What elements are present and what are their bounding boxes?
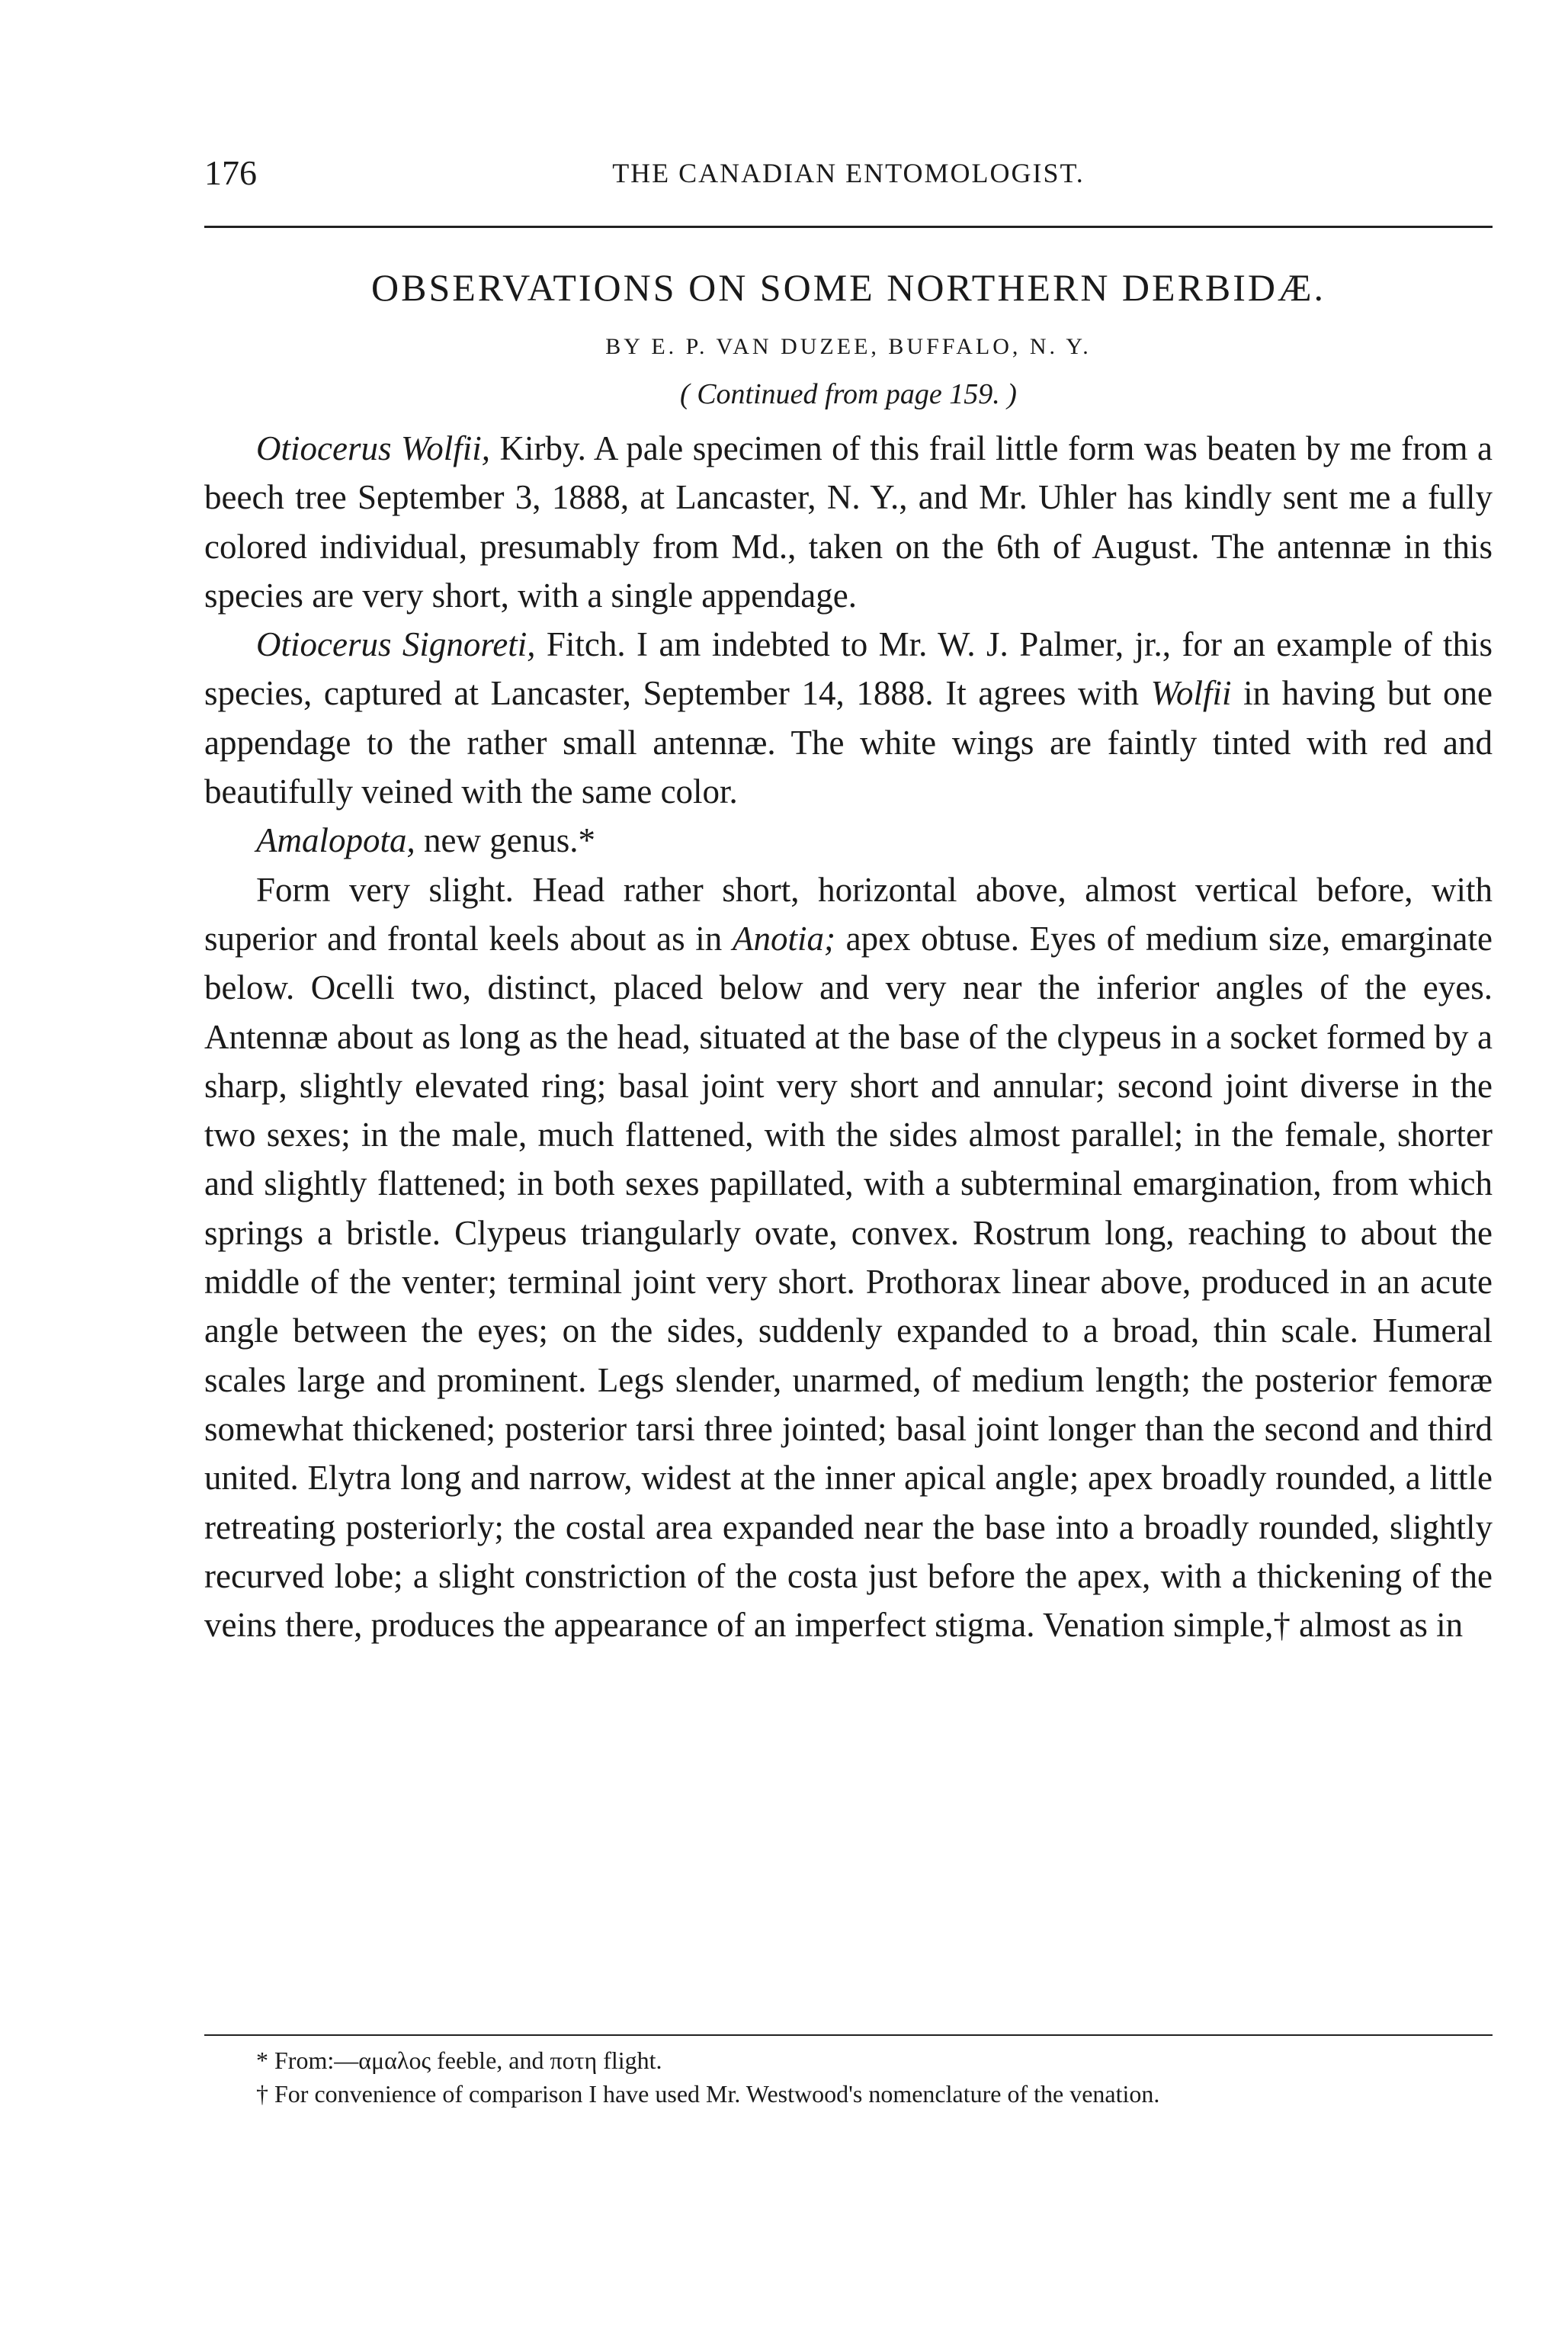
article-title: OBSERVATIONS ON SOME NORTHERN DERBIDÆ. xyxy=(370,266,1326,309)
species-name: Otiocerus Wolfii, xyxy=(256,429,491,467)
paragraph-otiocerus-wolfii xyxy=(204,424,1493,620)
paragraph-text: Kirby. A pale specimen of this frail little form was beaten by me from a beech tree September 3, 1888, at Lancaster, N. Y., and Mr. Uhler has kindly sent me a fully colored individual, presumably from Md., taken on the 6th of August. The antennæ in this species are very short, with a single appendage. xyxy=(204,429,1493,615)
footnote-rule xyxy=(204,2034,1493,2036)
paragraph-text: in having but one appendage to the rather small antennæ. The white wings are faintly tinted with red and beautifully veined with the same color. xyxy=(204,674,1493,811)
paragraph-text: Form very slight. Head rather short, horizontal above, almost vertical before, with superior and frontal keels about as in xyxy=(204,870,1493,958)
article-byline: BY E. P. VAN DUZEE, BUFFALO, N. Y. xyxy=(605,334,1092,359)
footnotes xyxy=(204,2043,1493,2111)
species-reference: Wolfii xyxy=(1150,674,1232,713)
continued-note: ( Continued from page 159. ) xyxy=(680,378,1017,410)
page-number: 176 xyxy=(204,153,257,192)
running-title: THE CANADIAN ENTOMOLOGIST. xyxy=(612,158,1085,188)
genus-reference: Anotia; xyxy=(732,919,835,958)
species-name: Otiocerus Signoreti, xyxy=(256,625,536,664)
paragraph-amalopota-genus xyxy=(204,816,1493,865)
header-rule xyxy=(204,226,1493,228)
paragraph-text: new genus.* xyxy=(415,821,595,860)
article-body xyxy=(204,424,1493,1649)
paragraph-genus-description xyxy=(204,865,1493,1650)
paragraph-text: Fitch. I am indebted to Mr. W. J. Palmer, jr., for an example of this species, captured at Lancaster, September 14, 1888. It agrees with xyxy=(204,625,1493,713)
page-header xyxy=(204,152,1493,198)
paragraph-text: apex obtuse. Eyes of medium size, emarginate below. Ocelli two, distinct, placed below and very near the inferior angles of the eyes. Antennæ about as long as the head, situated at the base of the clypeus in a socket formed by a sharp, slightly elevated ring; basal joint very short and annular; second joint diverse in the two sexes; in the male, much flattened, with the sides almost parallel; in the female, shorter and slightly flattened; in both sexes papillated, with a subterminal emargination, from which springs a bristle. Clypeus triangularly ovate, convex. Rostrum long, reaching to about the middle of the venter; terminal joint very short. Prothorax linear above, produced in an acute angle between the eyes; on the sides, suddenly expanded to a broad, thin scale. Humeral scales large and prominent. Legs slender, unarmed, of medium length; the posterior femoræ somewhat thickened; posterior tarsi three jointed; basal joint longer than the second and third united. Elytra long and narrow, widest at the inner apical angle; apex broadly rounded, a little retreating posteriorly; the costal area expanded near the base into a broadly rounded, slightly recurved lobe; a slight constriction of the costa just before the apex, with a thickening of the veins there, produces the appearance of an imperfect stigma. Venation simple,† almost as in xyxy=(204,919,1493,1645)
footnote-venation: † For convenience of comparison I have used Mr. Westwood's nomenclature of the venation. xyxy=(256,2080,1160,2108)
footnote-etymology: * From:—αμαλος feeble, and ποτη flight. xyxy=(256,2047,662,2074)
genus-name: Amalopota, xyxy=(256,821,415,860)
paragraph-otiocerus-signoreti xyxy=(204,620,1493,816)
